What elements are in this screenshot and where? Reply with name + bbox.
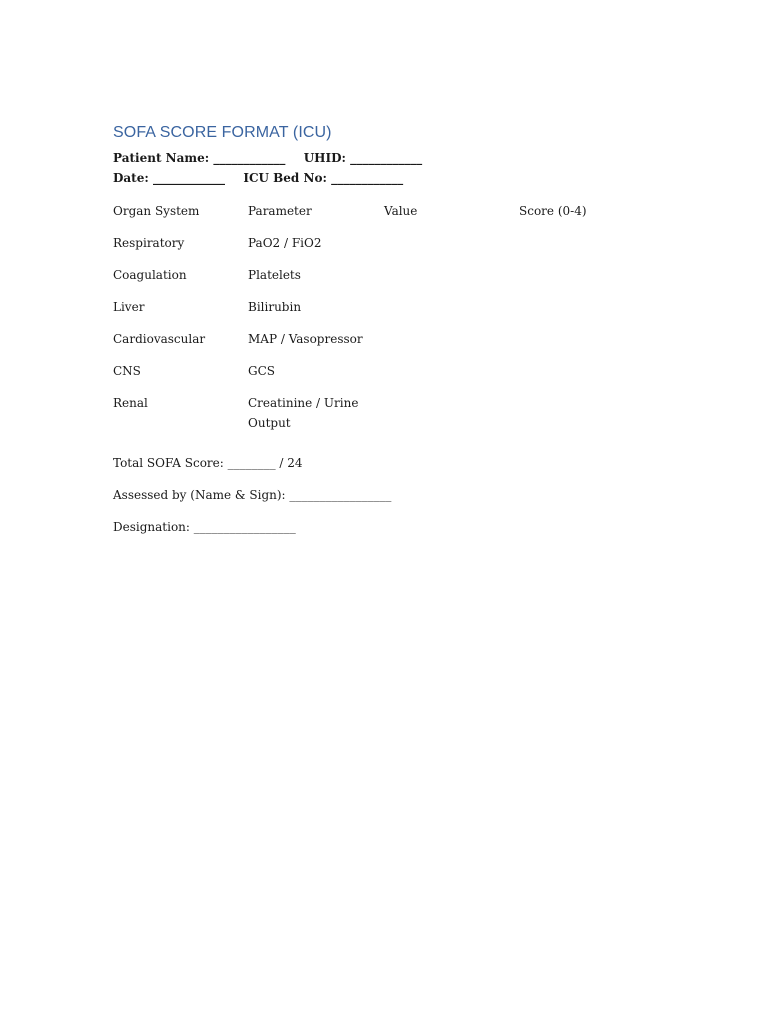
header-parameter: Parameter xyxy=(248,204,312,218)
table-row xyxy=(113,297,673,317)
parameter-cell: PaO2 / FiO2 xyxy=(248,236,322,250)
header-organ-system: Organ System xyxy=(113,204,200,218)
document-page xyxy=(113,124,673,549)
parameter-cell: Creatinine / Urine Output xyxy=(248,396,359,430)
parameter-cell: Platelets xyxy=(248,268,301,282)
table-row xyxy=(113,265,673,285)
table-row xyxy=(113,233,673,253)
organ-cell: CNS xyxy=(113,364,141,378)
organ-cell: Renal xyxy=(113,396,148,410)
icu-bed-field: ICU Bed No: ____________ xyxy=(243,171,404,185)
date-line xyxy=(113,168,673,188)
table-header-row xyxy=(113,201,673,221)
patient-name-field: Patient Name: ____________ xyxy=(113,151,286,165)
organ-cell: Liver xyxy=(113,300,145,314)
document-title: SOFA SCORE FORMAT (ICU) xyxy=(113,124,332,141)
parameter-cell: MAP / Vasopressor xyxy=(248,332,363,346)
header-score: Score (0-4) xyxy=(519,204,587,218)
table-row xyxy=(113,361,673,381)
assessed-by: Assessed by (Name & Sign): _________________ xyxy=(113,488,392,502)
patient-line xyxy=(113,148,673,168)
date-field: Date: ____________ xyxy=(113,171,225,185)
organ-cell: Coagulation xyxy=(113,268,187,282)
total-sofa-score: Total SOFA Score: ________ / 24 xyxy=(113,456,303,470)
uhid-field: UHID: ____________ xyxy=(303,151,423,165)
sofa-table xyxy=(113,201,673,433)
organ-cell: Cardiovascular xyxy=(113,332,206,346)
table-row xyxy=(113,393,673,433)
parameter-cell: GCS xyxy=(248,364,275,378)
table-row xyxy=(113,329,673,349)
parameter-cell: Bilirubin xyxy=(248,300,302,314)
designation: Designation: _________________ xyxy=(113,520,296,534)
organ-cell: Respiratory xyxy=(113,236,185,250)
header-value: Value xyxy=(384,204,418,218)
document-footer xyxy=(113,453,673,537)
